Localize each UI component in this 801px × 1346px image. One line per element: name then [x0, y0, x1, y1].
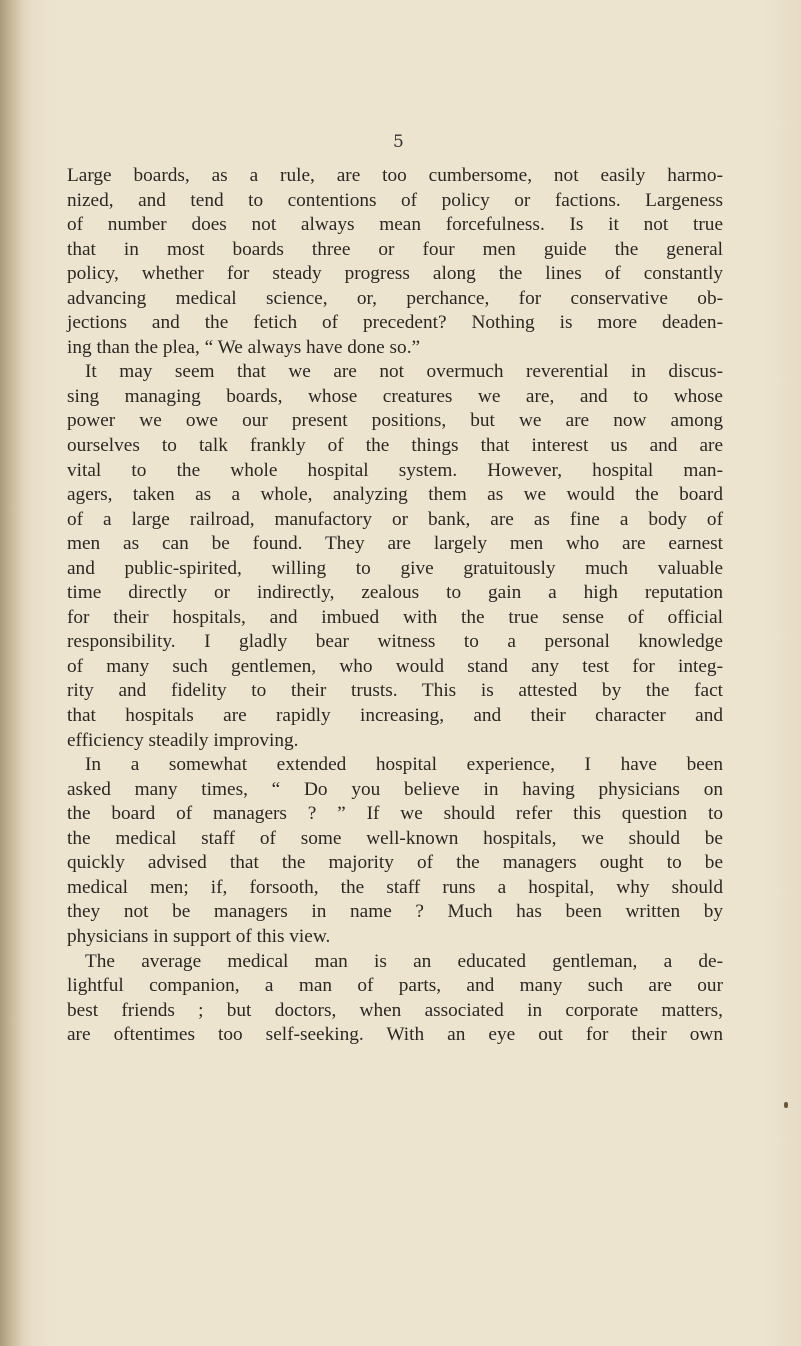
text-line: lightful companion, a man of parts, and many such are our: [67, 975, 723, 997]
text-line: It may seem that we are not overmuch reverential in discus-: [85, 361, 723, 383]
text-line: policy, whether for steady progress along the lines of constantly: [67, 263, 723, 285]
text-line: of many such gentlemen, who would stand any test for integ-: [67, 655, 723, 677]
text-line: In a somewhat extended hospital experience, I have been: [85, 754, 723, 776]
text-line: physicians in support of this view.: [67, 925, 331, 947]
text-line: nized, and tend to contentions of policy or factions. Largeness: [67, 189, 723, 211]
text-line: rity and fidelity to their trusts. This is attested by the fact: [67, 680, 723, 702]
text-line: that hospitals are rapidly increasing, and their character and: [67, 705, 723, 727]
text-line: for their hospitals, and imbued with the true sense of official: [67, 606, 723, 628]
text-line: ing than the plea, “ We always have done so.”: [67, 336, 421, 358]
text-line: the board of managers ? ” If we should refer this question to: [67, 803, 723, 825]
paper-speck: [784, 1102, 788, 1108]
text-line: and public-spirited, willing to give gratuitously much valuable: [67, 557, 723, 579]
text-line: of a large railroad, manufactory or bank, are as fine a body of: [67, 508, 723, 530]
page-number: 5: [393, 132, 404, 152]
text-line: sing managing boards, whose creatures we are, and to whose: [67, 385, 723, 407]
text-line: men as can be found. They are largely men who are earnest: [67, 533, 723, 555]
text-line: that in most boards three or four men guide the general: [67, 238, 723, 260]
text-line: asked many times, “ Do you believe in having physicians on: [67, 778, 723, 800]
text-line: advancing medical science, or, perchance, for conservative ob-: [67, 287, 723, 309]
text-line: The average medical man is an educated gentleman, a de-: [85, 950, 723, 972]
text-line: efficiency steadily improving.: [67, 729, 299, 751]
page-binding-shadow: [0, 0, 22, 1346]
text-line: they not be managers in name ? Much has been written by: [67, 901, 723, 923]
text-line: best friends ; but doctors, when associated in corporate matters,: [67, 999, 723, 1021]
text-line: responsibility. I gladly bear witness to a personal knowledge: [67, 631, 723, 653]
text-line: ourselves to talk frankly of the things that interest us and are: [67, 435, 723, 457]
text-line: medical men; if, forsooth, the staff runs a hospital, why should: [67, 876, 723, 898]
text-line: time directly or indirectly, zealous to gain a high reputation: [67, 582, 723, 604]
body-text: [67, 164, 723, 1048]
text-line: jections and the fetich of precedent? Nothing is more deaden-: [67, 312, 723, 334]
text-line: of number does not always mean forcefulness. Is it not true: [67, 214, 723, 236]
text-line: agers, taken as a whole, analyzing them as we would the board: [67, 484, 723, 506]
text-line: the medical staff of some well-known hospitals, we should be: [67, 827, 723, 849]
text-line: vital to the whole hospital system. However, hospital man-: [67, 459, 723, 481]
text-line: quickly advised that the majority of the managers ought to be: [67, 852, 723, 874]
text-line: power we owe our present positions, but we are now among: [67, 410, 723, 432]
text-line: Large boards, as a rule, are too cumbersome, not easily harmo-: [67, 165, 723, 186]
text-line: are oftentimes too self-seeking. With an eye out for their own: [67, 1024, 723, 1046]
